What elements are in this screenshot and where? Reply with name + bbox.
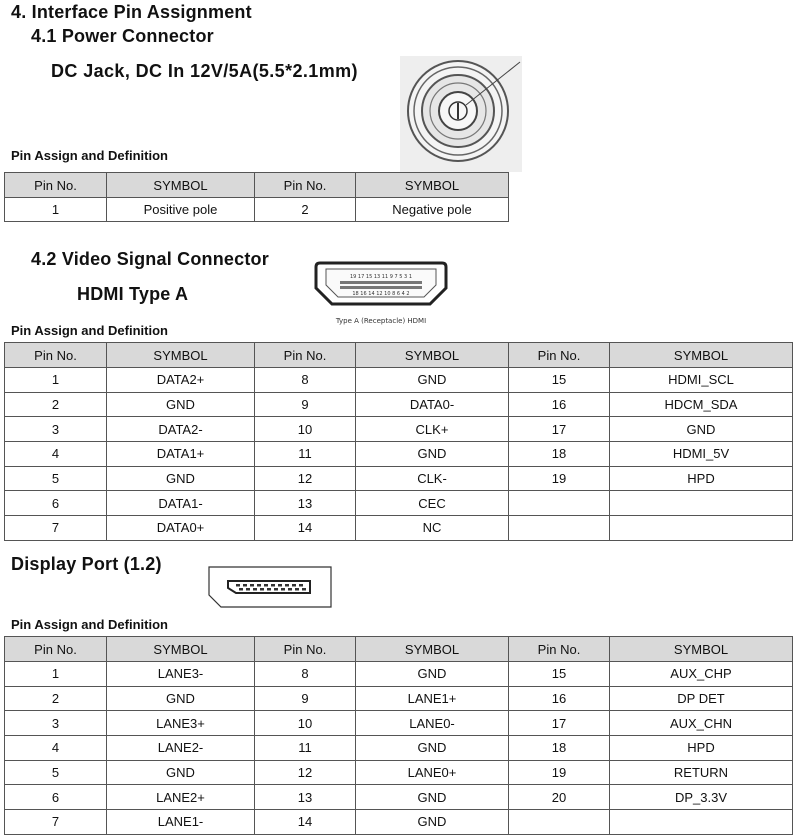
pin-cell [509,491,610,516]
symbol-cell: LANE2+ [107,785,255,810]
pin-cell: 4 [5,736,107,761]
symbol-cell [610,491,793,516]
hdmi-connector-figure [312,258,450,328]
symbol-cell: LANE3+ [107,711,255,736]
pin-cell: 9 [255,392,356,417]
symbol-cell: DATA1+ [107,442,255,467]
symbol-cell: GND [356,368,509,393]
pin-cell: 10 [255,711,356,736]
header-symbol: SYMBOL [610,343,793,368]
pin-cell: 14 [255,810,356,835]
symbol-cell: GND [107,686,255,711]
header-pin-no: Pin No. [255,343,356,368]
pin-cell: 18 [509,442,610,467]
header-symbol: SYMBOL [107,637,255,662]
hdmi-pin-table [4,342,793,541]
table-row [5,198,509,222]
symbol-cell: GND [356,442,509,467]
table-row [5,442,793,467]
hdmi-figure-label: Type A (Receptacle) HDMI [335,317,427,325]
symbol-cell: HDMI_SCL [610,368,793,393]
pin-cell: 1 [5,368,107,393]
symbol-cell: DATA2+ [107,368,255,393]
pin-cell: 6 [5,785,107,810]
header-pin-no: Pin No. [255,637,356,662]
symbol-cell: GND [107,760,255,785]
pin-cell: 5 [5,466,107,491]
symbol-cell [610,810,793,835]
pin-cell: 7 [5,516,107,541]
power-connector-title: 4.1 Power Connector [31,26,214,46]
dc-jack-figure [400,56,522,172]
hdmi-bottom-pin-numbers: 18 16 14 12 10 8 6 4 2 [352,291,410,297]
header-pin-no: Pin No. [5,173,107,198]
power-connector-subtitle: DC Jack, DC In 12V/5A(5.5*2.1mm) [51,61,358,81]
pin-cell: 2 [255,198,356,222]
header-symbol: SYMBOL [610,637,793,662]
pin-cell: 3 [5,711,107,736]
symbol-cell: CLK+ [356,417,509,442]
header-pin-no: Pin No. [255,173,356,198]
pin-cell: 16 [509,392,610,417]
symbol-cell: GND [107,392,255,417]
table-row [5,466,793,491]
symbol-cell: HDMI_5V [610,442,793,467]
pin-cell: 5 [5,760,107,785]
symbol-cell: GND [356,810,509,835]
pin-cell [509,810,610,835]
header-symbol: SYMBOL [107,173,255,198]
symbol-cell: NC [356,516,509,541]
pin-cell [509,516,610,541]
pin-cell: 8 [255,368,356,393]
displayport-table-caption: Pin Assign and Definition [11,617,168,632]
symbol-cell: CEC [356,491,509,516]
header-pin-no: Pin No. [5,343,107,368]
pin-cell: 2 [5,686,107,711]
symbol-cell: DATA1- [107,491,255,516]
pin-cell: 2 [5,392,107,417]
pin-cell: 7 [5,810,107,835]
symbol-cell: GND [610,417,793,442]
pin-cell: 13 [255,491,356,516]
symbol-cell: HPD [610,466,793,491]
table-row [5,417,793,442]
table-row [5,662,793,687]
hdmi-subtitle: HDMI Type A [77,284,189,304]
symbol-cell: LANE0- [356,711,509,736]
hdmi-table-caption: Pin Assign and Definition [11,323,168,338]
pin-cell: 17 [509,417,610,442]
table-row [5,785,793,810]
symbol-cell: HDCM_SDA [610,392,793,417]
pin-cell: 19 [509,466,610,491]
pin-cell: 11 [255,442,356,467]
header-symbol: SYMBOL [107,343,255,368]
pin-cell: 16 [509,686,610,711]
symbol-cell: HPD [610,736,793,761]
header-symbol: SYMBOL [356,343,509,368]
pin-cell: 18 [509,736,610,761]
video-connector-title: 4.2 Video Signal Connector [31,249,269,269]
pin-cell: 20 [509,785,610,810]
section-title: 4. Interface Pin Assignment [11,2,252,22]
symbol-cell: RETURN [610,760,793,785]
table-row [5,392,793,417]
pin-cell: 12 [255,760,356,785]
pin-cell: 8 [255,662,356,687]
symbol-cell: LANE3- [107,662,255,687]
pin-cell: 11 [255,736,356,761]
pin-cell: 12 [255,466,356,491]
table-row [5,810,793,835]
symbol-cell: GND [356,736,509,761]
symbol-cell: GND [356,662,509,687]
symbol-cell: DATA0+ [107,516,255,541]
symbol-cell: LANE0+ [356,760,509,785]
pin-cell: 3 [5,417,107,442]
pin-cell: 10 [255,417,356,442]
pin-cell: 1 [5,662,107,687]
table-row [5,491,793,516]
header-pin-no: Pin No. [509,343,610,368]
table-row [5,736,793,761]
power-pin-table [4,172,509,222]
symbol-cell: LANE1+ [356,686,509,711]
pin-cell: 15 [509,368,610,393]
symbol-cell: LANE1- [107,810,255,835]
pin-cell: 17 [509,711,610,736]
pin-cell: 13 [255,785,356,810]
pin-cell: 19 [509,760,610,785]
symbol-cell: CLK- [356,466,509,491]
symbol-cell: AUX_CHN [610,711,793,736]
symbol-cell: Positive pole [107,198,255,222]
symbol-cell: DATA0- [356,392,509,417]
table-row [5,711,793,736]
symbol-cell: DP_3.3V [610,785,793,810]
header-symbol: SYMBOL [356,173,509,198]
power-table-caption: Pin Assign and Definition [11,148,168,163]
symbol-cell: GND [356,785,509,810]
pin-cell: 15 [509,662,610,687]
header-pin-no: Pin No. [509,637,610,662]
pin-cell: 6 [5,491,107,516]
symbol-cell: Negative pole [356,198,509,222]
symbol-cell: DP DET [610,686,793,711]
pin-cell: 14 [255,516,356,541]
pin-cell: 1 [5,198,107,222]
displayport-pin-table [4,636,793,835]
header-symbol: SYMBOL [356,637,509,662]
symbol-cell: LANE2- [107,736,255,761]
table-row [5,760,793,785]
symbol-cell: DATA2- [107,417,255,442]
table-row [5,368,793,393]
table-row [5,516,793,541]
displayport-connector-figure [206,564,334,610]
symbol-cell: GND [107,466,255,491]
symbol-cell [610,516,793,541]
hdmi-top-pin-numbers: 19 17 15 13 11 9 7 5 3 1 [349,274,413,280]
symbol-cell: AUX_CHP [610,662,793,687]
header-pin-no: Pin No. [5,637,107,662]
pin-cell: 9 [255,686,356,711]
displayport-title: Display Port (1.2) [11,554,162,574]
table-row [5,686,793,711]
pin-cell: 4 [5,442,107,467]
